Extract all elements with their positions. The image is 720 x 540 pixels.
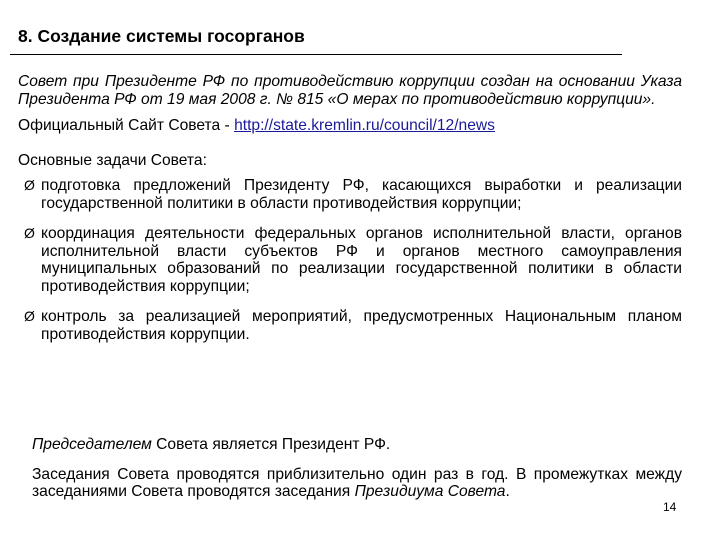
list-item — [18, 225, 682, 295]
task-text: подготовка предложений Президенту РФ, касающихся выработки и реализации государственной политики в области противодействия коррупции; — [41, 177, 682, 212]
site-paragraph — [18, 117, 682, 135]
arrow-bullet-icon: Ø — [24, 225, 35, 241]
site-label: Официальный Сайт Совета - — [18, 117, 235, 134]
council-site-link[interactable]: http://state.kremlin.ru/council/12/news — [234, 117, 495, 134]
arrow-bullet-icon: Ø — [24, 308, 35, 324]
arrow-bullet-icon: Ø — [24, 177, 35, 193]
list-item — [18, 308, 682, 343]
title-underline — [10, 54, 622, 55]
tasks-heading: Основные задачи Совета: — [18, 151, 207, 169]
slide-title: 8. Создание системы госорганов — [18, 26, 305, 46]
list-item — [18, 177, 682, 212]
meetings-paragraph — [32, 466, 682, 501]
main-content — [18, 73, 682, 356]
lower-content — [32, 436, 682, 501]
page-number: 14 — [663, 500, 677, 514]
meetings-italic: Президиума Совета — [354, 483, 506, 500]
task-text: координация деятельности федеральных органов исполнительной власти, органов исполнительной власти субъектов РФ и органов местного самоуправления муниципальных образований по реализации государственной политики в области противодействия коррупции; — [41, 225, 682, 295]
meetings-text: Заседания Совета проводятся приблизительно один раз в год. В промежутках между заседаниями Совета проводятся заседания — [32, 465, 682, 500]
intro-paragraph: Совет при Президенте РФ по противодействию коррупции создан на основании Указа Президента РФ от 19 мая 2008 г. № 815 «О мерах по противодействию коррупции». — [18, 73, 682, 108]
chairman-rest: Совета является Президент РФ. — [151, 436, 391, 453]
meetings-end: . — [505, 483, 510, 500]
chairman-paragraph — [32, 436, 682, 454]
task-text: контроль за реализацией мероприятий, предусмотренных Национальным планом противодействия коррупции. — [41, 308, 682, 343]
chairman-italic: Председателем — [32, 436, 152, 453]
tasks-list — [18, 177, 682, 343]
